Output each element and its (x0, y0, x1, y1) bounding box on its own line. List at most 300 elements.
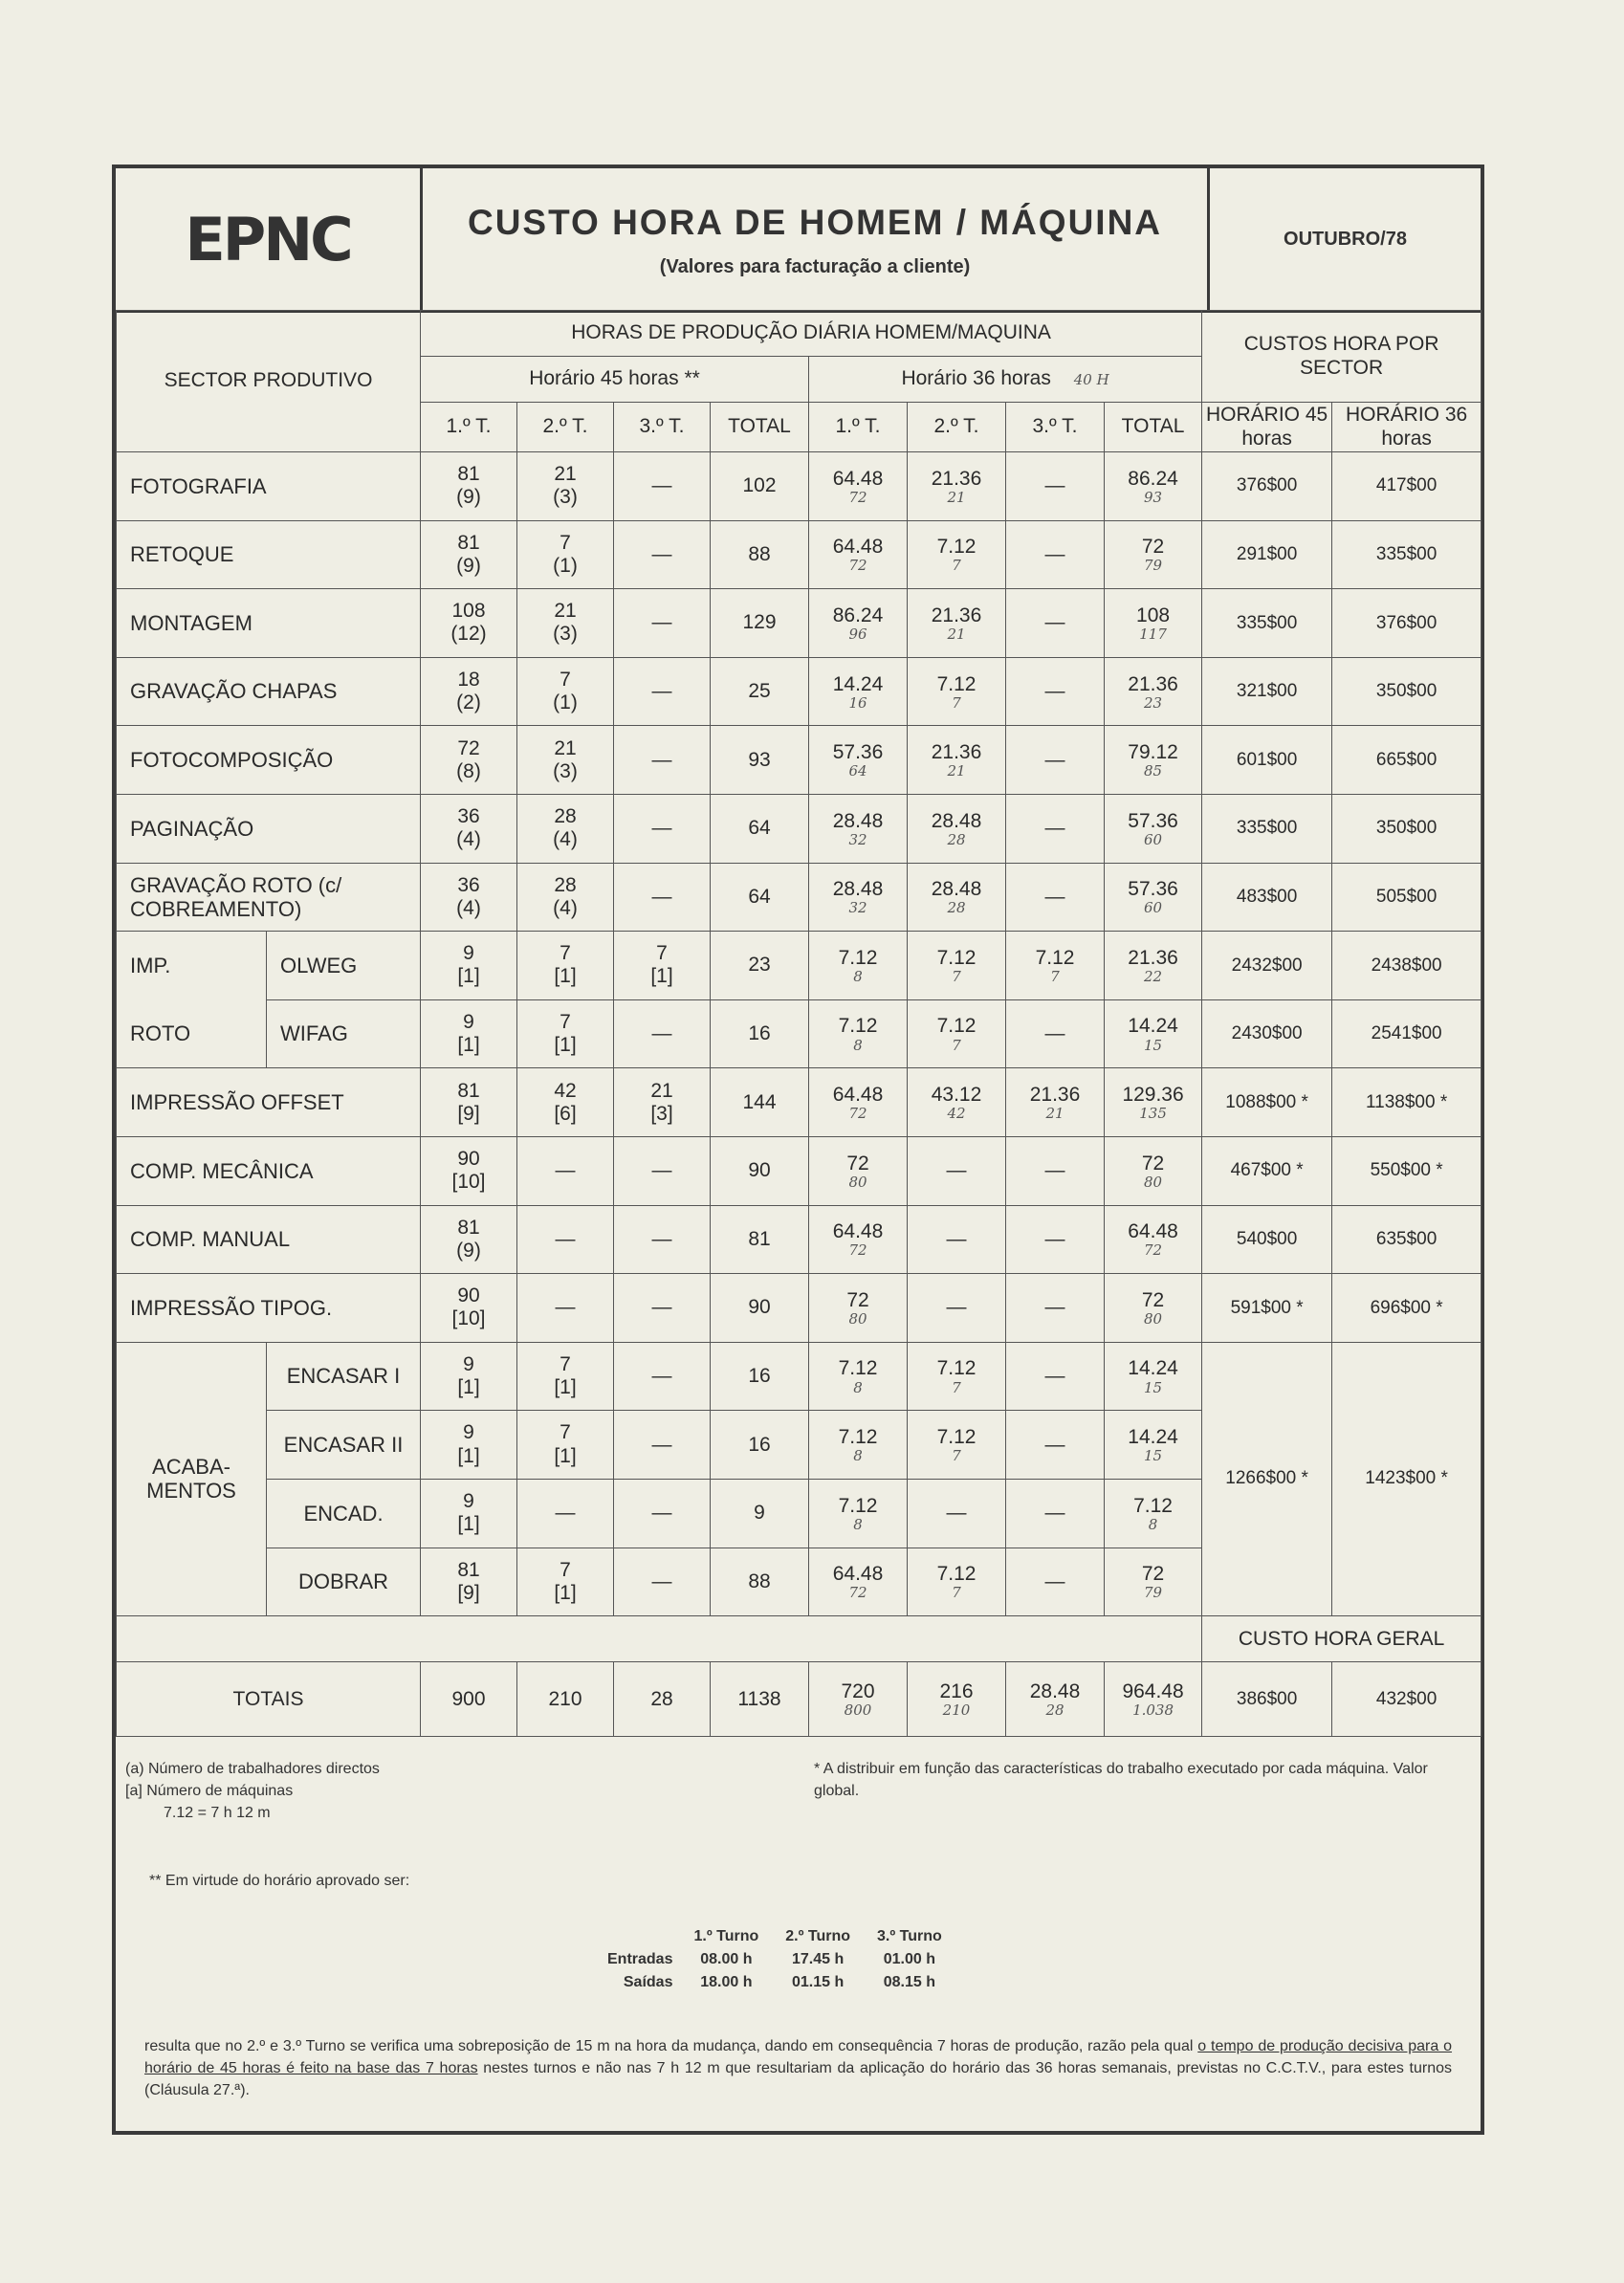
table-row (117, 520, 1481, 589)
h36-t1-handwritten: 8 (853, 1515, 863, 1533)
cost-36-cell (1332, 794, 1481, 863)
h36-t2-value: — (946, 1502, 967, 1525)
shift-schedule (594, 1925, 955, 1994)
h36-total-value: 72 (1141, 1563, 1165, 1586)
h45-t1-value: 72 (457, 736, 480, 759)
h45-t3-value: — (651, 1502, 672, 1525)
h36-total-value: 72 (1141, 1152, 1165, 1174)
h45-total-cell (711, 999, 809, 1068)
h45-t1-value: 81 (457, 463, 480, 486)
h45-t1-value: 36 (457, 873, 480, 896)
col-36-total: TOTAL (1105, 403, 1202, 452)
sector-cell (117, 657, 421, 726)
h36-t1-value: 7.12 (838, 1494, 878, 1517)
hours-group-header: HORAS DE PRODUÇÃO DIÁRIA HOMEM/MAQUINA (421, 311, 1202, 357)
h36-total-handwritten: 80 (1144, 1309, 1163, 1328)
h45-t1-value: 9 (463, 942, 474, 965)
sector-name: COMP. MECÂNICA (130, 1158, 314, 1183)
h36-t2-handwritten: 21 (947, 762, 966, 780)
h36-total-cell (1105, 1479, 1202, 1548)
h45-t3-value: — (651, 1296, 672, 1319)
saidas-label: Saídas (623, 1974, 673, 1990)
h45-t1-cell (421, 657, 517, 726)
costs-header: CUSTOS HORA POR SECTOR (1202, 311, 1481, 403)
machine-cell (267, 999, 421, 1068)
h36-t3-cell (1006, 932, 1105, 1000)
h36-total-handwritten: 72 (1144, 1241, 1163, 1260)
h36-t3-value: — (1044, 542, 1065, 565)
total-36-total-value: 964.48 (1122, 1680, 1184, 1703)
h45-t1-cell (421, 1136, 517, 1205)
custo-geral-cell (1202, 1616, 1481, 1662)
h36-t1-value: 72 (846, 1152, 869, 1174)
cost-45-cell (1202, 1274, 1332, 1343)
sector-cell (117, 726, 421, 795)
sector-cell (117, 932, 267, 1000)
h36-t1-cell (809, 1411, 908, 1480)
col-cost-45: HORÁRIO 45 horas (1202, 403, 1332, 452)
h45-t3-cell (614, 1342, 711, 1411)
h45-t1-value: 18 (457, 668, 480, 691)
h36-t2-cell (908, 1479, 1006, 1548)
h45-total: 25 (748, 680, 771, 702)
h45-t1-workers: [1] (457, 1034, 480, 1057)
h45-t2-cell (517, 1068, 614, 1137)
cost-36-cell (1332, 932, 1481, 1000)
h36-t3-value: — (1044, 611, 1065, 634)
document-frame (112, 165, 1484, 2135)
h36-t1-handwritten: 8 (853, 1036, 863, 1054)
cost-36: 2541$00 (1371, 1023, 1442, 1044)
h45-t3-cell (614, 726, 711, 795)
sector-name: GRAVAÇÃO CHAPAS (130, 679, 338, 704)
h45-total-cell (711, 1136, 809, 1205)
h36-total-handwritten: 60 (1144, 830, 1163, 848)
h36-t1-cell (809, 452, 908, 521)
h36-t1-handwritten: 80 (848, 1173, 867, 1191)
total-45-t3: 28 (650, 1687, 673, 1710)
document-date: OUTUBRO/78 (1284, 228, 1407, 250)
total-cost-36-cell (1332, 1662, 1481, 1737)
h45-t3-cell (614, 1136, 711, 1205)
h36-t1-handwritten: 80 (848, 1309, 867, 1328)
h45-t3-value: — (651, 1021, 672, 1044)
h36-t1-cell (809, 999, 908, 1068)
h36-t2-cell (908, 589, 1006, 658)
machine-name: ENCAD. (303, 1501, 384, 1526)
h45-total-cell (711, 1411, 809, 1480)
h45-t3-cell (614, 1068, 711, 1137)
h45-t3-value: — (651, 542, 672, 565)
h36-total-value: 108 (1136, 604, 1171, 626)
h36-total-handwritten: 93 (1144, 488, 1163, 506)
h45-t1-cell (421, 1068, 517, 1137)
h36-t3-value: — (1044, 1502, 1065, 1525)
h36-t3-value: — (1044, 1159, 1065, 1182)
total-36-t3-value: 28.48 (1029, 1680, 1081, 1703)
h36-total-value: 129.36 (1122, 1084, 1184, 1107)
saida-1: 18.00 h (700, 1974, 753, 1990)
h36-t3-handwritten: 7 (1050, 968, 1060, 986)
h45-t3-cell (614, 589, 711, 658)
cost-45-cell (1202, 657, 1332, 726)
total-45-t2: 210 (548, 1687, 582, 1710)
h36-t3-cell (1006, 1411, 1105, 1480)
h36-t1-handwritten: 72 (848, 1584, 867, 1602)
cost-36: 550$00 * (1370, 1160, 1443, 1181)
h36-t2-cell (908, 1342, 1006, 1411)
h45-t3-cell (614, 1205, 711, 1274)
h45-total: 93 (748, 748, 771, 771)
h36-t2-value: 28.48 (931, 809, 982, 832)
spacer-cell (117, 1616, 1202, 1662)
h45-t3-cell (614, 999, 711, 1068)
h36-t2-cell (908, 657, 1006, 726)
h36-t3-cell (1006, 1068, 1105, 1137)
h36-total-value: 64.48 (1128, 1220, 1178, 1243)
h36-t3-value: — (1044, 885, 1065, 908)
h45-total-cell (711, 452, 809, 521)
h45-total-cell (711, 1479, 809, 1548)
h36-t2-value: 7.12 (936, 946, 977, 969)
sector-cell (117, 794, 421, 863)
h45-t1-cell (421, 932, 517, 1000)
h45-t1-cell (421, 452, 517, 521)
machine-cell (267, 1548, 421, 1616)
shift-2-header: 2.º Turno (785, 1928, 850, 1944)
h36-t1-value: 28.48 (832, 809, 884, 832)
title-cell (423, 168, 1210, 310)
h45-t3-cell (614, 863, 711, 932)
h36-t2-value: 7.12 (936, 1357, 977, 1380)
entrada-1: 08.00 h (700, 1951, 753, 1967)
h45-t1-cell (421, 1205, 517, 1274)
cost-45: 1088$00 * (1225, 1091, 1308, 1112)
h36-t2-handwritten: 28 (947, 830, 966, 848)
h36-total-value: 79.12 (1128, 741, 1178, 764)
imp-roto-label: IMP. (130, 954, 171, 978)
h45-t3-value: — (651, 1570, 672, 1592)
cost-45: 483$00 (1236, 886, 1298, 907)
h45-t3-cell (614, 1274, 711, 1343)
h45-t2-workers: (1) (553, 554, 578, 577)
h36-total-handwritten: 79 (1144, 1584, 1163, 1602)
h36-total-handwritten: 15 (1144, 1036, 1163, 1054)
h36-t3-value: — (1044, 680, 1065, 702)
h36-total-cell (1105, 1205, 1202, 1274)
h45-total-cell (711, 1342, 809, 1411)
h36-header (809, 357, 1202, 403)
h36-t1-cell (809, 1136, 908, 1205)
h45-t2-cell (517, 520, 614, 589)
h36-t2-cell (908, 1411, 1006, 1480)
custo-geral-row (117, 1616, 1481, 1662)
total-36-t2-cell (908, 1662, 1006, 1737)
h36-total-cell (1105, 589, 1202, 658)
h45-t1-value: 81 (457, 1558, 480, 1581)
h45-t3-cell (614, 1548, 711, 1616)
h36-t2-handwritten: 7 (952, 968, 961, 986)
total-45-t1-cell (421, 1662, 517, 1737)
cost-36: 635$00 (1375, 1228, 1437, 1249)
h45-t2-workers: [1] (554, 1376, 577, 1399)
machine-cell (267, 1342, 421, 1411)
cost-36-cell (1332, 452, 1481, 521)
h36-t3-value: — (1044, 474, 1065, 497)
cost-45: 2430$00 (1231, 1023, 1303, 1044)
h36-t3-cell (1006, 863, 1105, 932)
h45-t3-cell (614, 520, 711, 589)
h45-t2-value: 28 (554, 873, 577, 896)
h36-t1-cell (809, 1479, 908, 1548)
cost-36-cell (1332, 657, 1481, 726)
h36-t3-cell (1006, 726, 1105, 795)
h36-t3-cell (1006, 999, 1105, 1068)
h45-header: Horário 45 horas ** (421, 357, 809, 403)
h45-t1-cell (421, 1274, 517, 1343)
h36-t1-cell (809, 1548, 908, 1616)
cost-36: 350$00 (1375, 818, 1437, 839)
table-row (117, 1274, 1481, 1343)
h36-t2-cell (908, 1068, 1006, 1137)
sector-name: MONTAGEM (130, 610, 252, 635)
table-row (117, 999, 1481, 1068)
h36-total-handwritten: 60 (1144, 899, 1163, 917)
h45-t1-workers: [1] (457, 1444, 480, 1467)
h36-total-cell (1105, 452, 1202, 521)
acabamentos-cost-36 (1332, 1342, 1481, 1615)
h45-total-cell (711, 863, 809, 932)
h45-t1-workers: (9) (456, 554, 481, 577)
h36-t1-handwritten: 72 (848, 488, 867, 506)
sector-name: PAGINAÇÃO (130, 816, 254, 841)
h36-t2-cell (908, 1274, 1006, 1343)
cost-36-cell (1332, 1274, 1481, 1343)
h45-t3-value: — (651, 885, 672, 908)
cost-36-cell (1332, 726, 1481, 795)
h36-t2-cell (908, 1136, 1006, 1205)
h36-t2-cell (908, 452, 1006, 521)
h45-t2-cell (517, 999, 614, 1068)
h36-t3-cell (1006, 657, 1105, 726)
col-cost-36: HORÁRIO 36 horas (1332, 403, 1481, 452)
sector-name: FOTOGRAFIA (130, 473, 267, 498)
sector-cell (117, 1136, 421, 1205)
result-paragraph (144, 2035, 1452, 2102)
table-row (117, 1205, 1481, 1274)
h45-t2-cell (517, 794, 614, 863)
h45-t1-value: 90 (457, 1284, 480, 1307)
machine-name: ENCASAR II (283, 1432, 404, 1457)
h36-t3-cell (1006, 452, 1105, 521)
h36-t2-value: 21.36 (931, 467, 982, 490)
h36-t2-cell (908, 863, 1006, 932)
h36-handwritten: 40 H (1073, 371, 1109, 389)
h45-t3-value: — (651, 1227, 672, 1250)
h45-t2-value: 7 (560, 1010, 571, 1033)
h36-t2-value: 7.12 (936, 536, 977, 559)
cost-36: 417$00 (1375, 475, 1437, 496)
h45-t1-value: 9 (463, 1352, 474, 1375)
h45-total: 64 (748, 817, 771, 840)
h45-t1-cell (421, 1342, 517, 1411)
h36-t2-handwritten: 42 (947, 1105, 966, 1123)
cost-45-cell (1202, 452, 1332, 521)
h45-t2-workers: (3) (553, 759, 578, 782)
h36-t3-value: 7.12 (1035, 946, 1075, 969)
h36-t2-handwritten: 7 (952, 1036, 961, 1054)
h45-t1-workers: [1] (457, 965, 480, 988)
col-45-t1: 1.º T. (421, 403, 517, 452)
h36-t2-value: 7.12 (936, 672, 977, 695)
machine-name: OLWEG (280, 953, 358, 977)
cost-36-cell (1332, 520, 1481, 589)
h36-t1-handwritten: 8 (853, 968, 863, 986)
sector-name: IMPRESSÃO TIPOG. (130, 1295, 333, 1320)
h36-t1-value: 64.48 (832, 1084, 884, 1107)
h45-t2-value: — (555, 1159, 576, 1182)
h36-total-cell (1105, 932, 1202, 1000)
h36-t3-value: — (1044, 748, 1065, 771)
total-36-t2-handwritten: 210 (942, 1701, 971, 1720)
h36-total-cell (1105, 1068, 1202, 1137)
h45-total-cell (711, 520, 809, 589)
h36-t3-cell (1006, 1479, 1105, 1548)
h45-t2-value: 7 (560, 1558, 571, 1581)
machine-cell (267, 932, 421, 1000)
h45-t1-workers: (12) (450, 623, 487, 646)
h45-t3-cell (614, 452, 711, 521)
h36-total-handwritten: 79 (1144, 557, 1163, 575)
cost-45: 467$00 * (1230, 1160, 1304, 1181)
table-row (117, 794, 1481, 863)
h45-t3-cell (614, 657, 711, 726)
cost-36: 376$00 (1375, 612, 1437, 633)
h36-t2-value: 21.36 (931, 604, 982, 626)
h45-t1-cell (421, 794, 517, 863)
cost-45: 591$00 * (1230, 1297, 1304, 1318)
h36-t2-cell (908, 999, 1006, 1068)
h45-t2-value: 7 (560, 942, 571, 965)
h45-t2-workers: (4) (553, 828, 578, 851)
h36-t1-value: 64.48 (832, 1563, 884, 1586)
h45-t2-value: 21 (554, 600, 577, 623)
h36-total-handwritten: 23 (1144, 693, 1163, 712)
h45-t1-workers: [1] (457, 1513, 480, 1536)
h45-t1-workers: (4) (456, 828, 481, 851)
h45-t1-cell (421, 863, 517, 932)
entrada-2: 17.45 h (791, 1951, 845, 1967)
h36-t2-handwritten: 7 (952, 693, 961, 712)
h36-total-handwritten: 117 (1139, 626, 1167, 644)
h36-t2-value: 7.12 (936, 1015, 977, 1038)
h45-t2-value: 21 (554, 736, 577, 759)
total-45-total-cell (711, 1662, 809, 1737)
cost-36-cell (1332, 1068, 1481, 1137)
sector-cell (117, 1068, 421, 1137)
h36-total-cell (1105, 726, 1202, 795)
h45-total: 88 (748, 542, 771, 565)
h45-t1-value: 108 (451, 600, 486, 623)
total-cost-45-cell (1202, 1662, 1332, 1737)
h45-total: 90 (748, 1296, 771, 1319)
shift-3-header: 3.º Turno (877, 1928, 942, 1944)
h45-total-cell (711, 1274, 809, 1343)
h45-t3-value: — (651, 474, 672, 497)
h36-t2-cell (908, 520, 1006, 589)
h36-t2-value: — (946, 1227, 967, 1250)
h36-t1-handwritten: 72 (848, 557, 867, 575)
cost-36: 696$00 * (1370, 1297, 1443, 1318)
h36-t2-value: 7.12 (936, 1563, 977, 1586)
h45-t1-cell (421, 1548, 517, 1616)
h36-t1-handwritten: 72 (848, 1241, 867, 1260)
total-cost-36: 432$00 (1375, 1688, 1437, 1709)
h45-t2-cell (517, 657, 614, 726)
cost-table (116, 310, 1481, 1737)
h36-t3-cell (1006, 1136, 1105, 1205)
h36-t1-cell (809, 794, 908, 863)
h45-t2-workers: [1] (554, 965, 577, 988)
h45-t1-cell (421, 726, 517, 795)
h36-t1-value: 86.24 (832, 604, 884, 626)
total-36-total-handwritten: 1.038 (1132, 1701, 1174, 1720)
h45-t3-cell (614, 794, 711, 863)
entradas-label: Entradas (607, 1951, 673, 1967)
h45-t2-cell (517, 1342, 614, 1411)
sector-header: SECTOR PRODUTIVO (117, 311, 421, 452)
h45-t2-value: — (555, 1296, 576, 1319)
h45-t1-cell (421, 520, 517, 589)
cost-36: 505$00 (1375, 886, 1437, 907)
h36-total-cell (1105, 1548, 1202, 1616)
total-45-total: 1138 (737, 1687, 781, 1710)
table-row (117, 589, 1481, 658)
table-row (117, 657, 1481, 726)
cost-36: 1423$00 * (1365, 1468, 1448, 1489)
h36-total-value: 57.36 (1128, 878, 1178, 901)
h36-t1-value: 7.12 (838, 1015, 878, 1038)
total-36-t3-handwritten: 28 (1045, 1701, 1064, 1720)
h36-t3-cell (1006, 1548, 1105, 1616)
machine-cell (267, 1411, 421, 1480)
result-text-1: resulta que no 2.º e 3.º Turno se verifica uma sobreposição de 15 m na hora da mudança, dando em consequência 7 horas de produção, razão pela qual (144, 2038, 1198, 2054)
h36-t2-handwritten: 7 (952, 557, 961, 575)
note-time: 7.12 = 7 h 12 m (164, 1805, 271, 1822)
h45-t1-workers: [1] (457, 1376, 480, 1399)
cost-36-cell (1332, 999, 1481, 1068)
h36-t1-handwritten: 72 (848, 1105, 867, 1123)
machine-name: ENCASAR I (286, 1364, 401, 1389)
table-row (117, 863, 1481, 932)
legend-notes (125, 1758, 380, 1825)
table-row (117, 1136, 1481, 1205)
cost-45-cell (1202, 999, 1332, 1068)
cost-45-cell (1202, 1068, 1332, 1137)
sector-name: COMP. MANUAL (130, 1227, 291, 1252)
h36-t1-cell (809, 1068, 908, 1137)
h36-total-handwritten: 8 (1148, 1515, 1158, 1533)
h45-t1-workers: (9) (456, 1239, 481, 1262)
custo-geral-label: CUSTO HORA GERAL (1238, 1627, 1445, 1650)
cost-36: 335$00 (1375, 543, 1437, 564)
h36-total-handwritten: 15 (1144, 1378, 1163, 1396)
h45-t2-cell (517, 1205, 614, 1274)
document-subtitle: (Valores para facturação a cliente) (659, 256, 971, 277)
cost-36-cell (1332, 863, 1481, 932)
col-36-t3: 3.º T. (1006, 403, 1105, 452)
h36-total-value: 7.12 (1133, 1494, 1173, 1517)
